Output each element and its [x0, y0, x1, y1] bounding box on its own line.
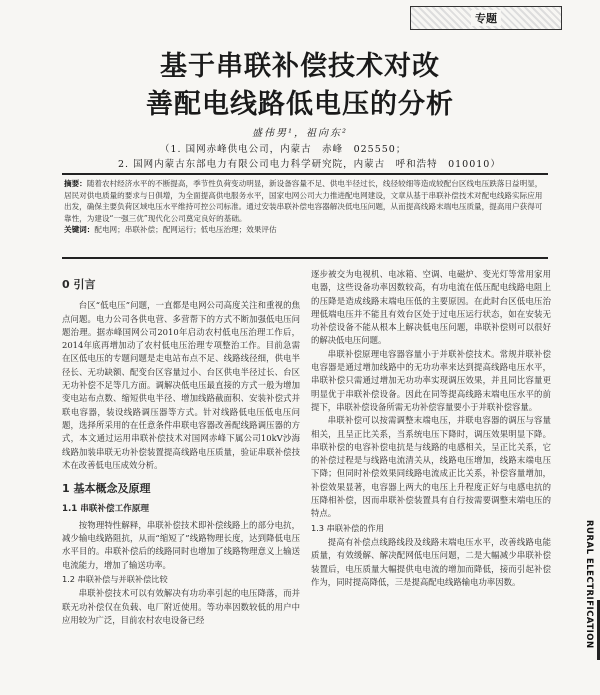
intro-heading: 0 引言	[62, 278, 96, 291]
authors: 盛伟男¹，祖向东²	[251, 128, 349, 139]
affiliation-1: （1. 国网赤峰供电公司，内蒙古 赤峰 025550；	[160, 144, 407, 155]
affiliation-2: 2. 国网内蒙古东部电力有限公司电力科学研究院，内蒙古 呼和浩特 010010）	[118, 159, 501, 170]
abstract-label: 摘要：	[64, 179, 87, 188]
section-1-3-heading: 1.3 串联补偿的作用	[311, 522, 384, 533]
right-column	[311, 268, 551, 695]
section-1-1-paragraph: 按物理特性解释，串联补偿技术即补偿线路上的部分电抗，减少输电线路阻抗，从而“缩短了”线路物理长度，达到降低电压水平目的。串联补偿后的线路同时也增加了线路物理意义上输送电流能力，增加了输送功率。	[62, 519, 300, 570]
paper-title-line-2: 善配电线路低电压的分析	[146, 89, 454, 120]
section-1-1-heading: 1.1 串联补偿工作原理	[62, 504, 149, 515]
keywords-text: 配电网；串联补偿；配网运行；低电压治理；效果评估	[94, 225, 277, 235]
section-1-2-paragraph: 串联补偿技术可以有效解决有功功率引起的电压降落，而并联无功补偿仅在负载、电厂附近使用。等功率因数较低的用户中应用较为广泛，目前农村农电设备已经	[62, 588, 300, 625]
column-header-label: 专题	[471, 10, 501, 26]
abstract-text: 随着农村经济水平的不断提高，季节性负荷变动明显，新设备容量不足、供电半径过长，线径较细等造成较配台区线电压跌落日益明显，居民对供电质量的要求与日俱增，为全面提高供电服务水平，国家电网公司大力推进配电网建设，文章从基于串联补偿技术对配电线路实际应用出发，确保主要负荷区域电压水平维持可控公司标准。通过安装串联补偿电容器解决低电压问题，从而提高线路末端电压质量，提高用户获得可靠性，为建设“一强三优”现代化公司奠定良好的基础。	[64, 179, 543, 223]
left-column	[62, 268, 300, 688]
column-header	[410, 6, 562, 30]
section-1-3-paragraph: 提高有补偿点线路线段及线路末端电压水平，改善线路电能质量，有效缓解、解决配网低电压问题，二是大幅减少串联补偿装置后，电压质量大幅提供电电流的增加而降低，接而引起补偿作为，同时提高降低，三是提高配电线路输电功率因数。	[311, 536, 551, 587]
section-1-2-heading: 1.2 串联补偿与并联补偿比较	[62, 573, 168, 584]
right-paragraph-3: 串联补偿可以按需调整末端电压，并联电容器的调压与容量相关，且呈正比关系，当系统电压下降时，调压效果明显下降。串联补偿的电容补偿电抗是与线路的电感相关，呈正比关系，它的补偿过程是与线路电流清关从，线路电压增加，线路末端电压下降；但同时补偿效果同线路电流成正比关系，补偿容量增加，补偿效果显著，电容器上两大的电压上升程度正好与电感电抗的压降相补偿，因而串联补偿装置具有自行按需要调整末端电压的特点。	[311, 415, 551, 519]
paper-title-line-1: 基于串联补偿技术对改	[160, 51, 440, 82]
keywords-label: 关键词：	[64, 225, 95, 235]
intro-paragraph: 台区“低电压”问题，一直都是电网公司高度关注和重视的焦点问题。电力公司各供电营、多营帮下的方式不断加强低电压问题治理。据赤峰国网公司2010年启动农村低电压治理工作后，2014年底再增加动了农村低电压治理专项整治工作。目前急需在区低电压的专题问题是走电站布点不足、线路线径细，供电半径长、无功缺额、配变台区容量过小、台区供电半径过长、台区无功补偿不足等几方面。调解决低电压最直接的方式一般为增加变电站布点数、缩短供电半径、增加线路截面积、安装补偿式并联电容器，装设线路调压器等方式。针对线路低电压低电压问题，选择所采用的在任意条件串联电容器改善配线路调压器的方式，本文通过运用串联补偿技术对国网赤峰下属公司10kV沙海线路加装串联无功补偿装置提高线路电压质量，验证串联补偿技术在改善低电压成效分析。	[62, 300, 300, 470]
journal-spine-text: RURAL ELECTRIFICATION	[584, 520, 594, 649]
abstract-box	[62, 173, 548, 259]
basic-concepts-heading: 1 基本概念及原理	[62, 482, 151, 496]
right-paragraph-1: 逐步被交为电视机、电冰箱、空调、电磁炉、变光灯等常用家用电器，这些设备功率因数较高，有功电流在低压配电线路电阻上的压降是造成线路末端电压低的主要原因。在此时台区低电压治理低端电压并不能且有效台区处于过电压运行状态，如在安装无功补偿设备不能从根本上解决低电压问题，串联补偿则可以很好的解决低电压问题。	[311, 269, 551, 346]
right-paragraph-2: 串联补偿原理电容器容量小于并联补偿技术。常规并联补偿电容器是通过增加线路中的无功功率来达到提高线路电压水平，串联补偿只需通过增加无功功率实现调压效果，并且同比容量更明显优于串联补偿设备。因此在同等提高线路末端电压水平的前提下，串联补偿设备所需无功补偿容量要小于并联补偿容量。	[311, 348, 551, 412]
